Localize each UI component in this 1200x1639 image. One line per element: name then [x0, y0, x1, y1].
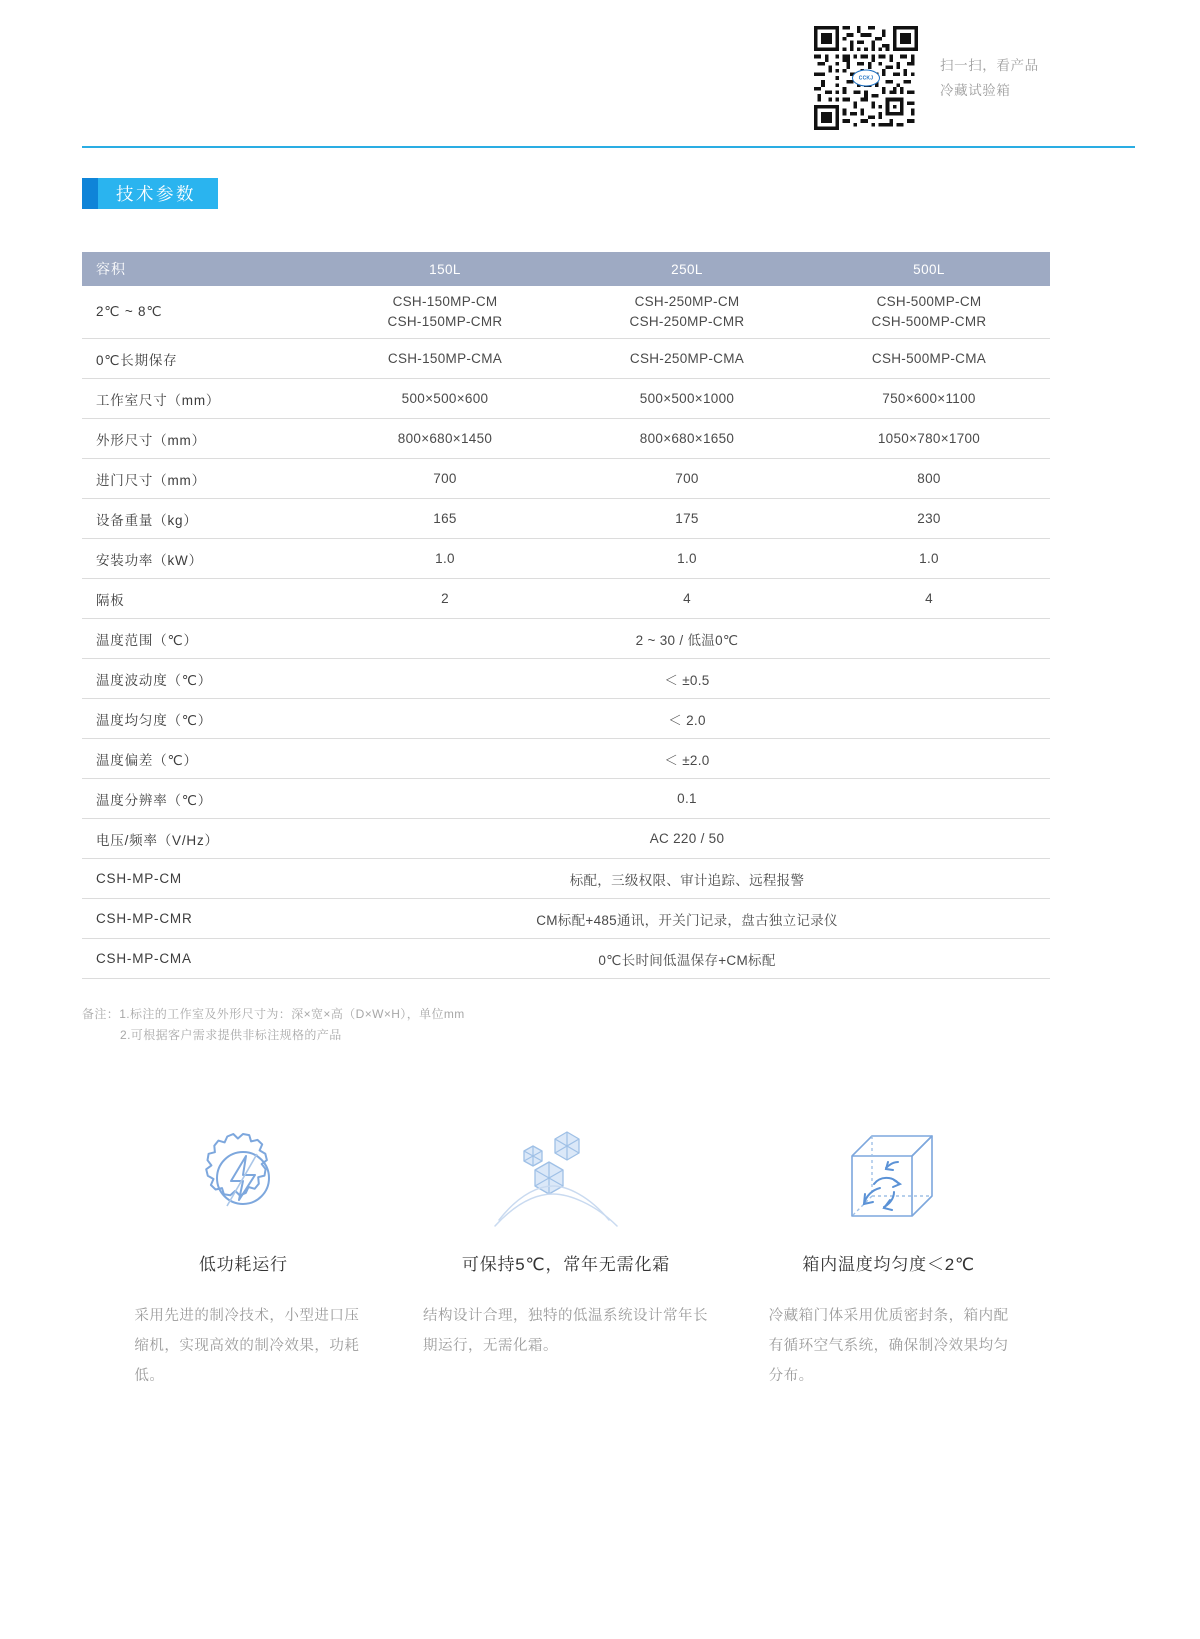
- column-header-250l: 250L: [566, 252, 808, 286]
- table-row: [82, 939, 1050, 979]
- row-cell: 2: [441, 591, 449, 606]
- spec-table-header: [82, 252, 1050, 286]
- row-label: 进门尺寸（mm）: [96, 472, 206, 488]
- row-merged-value: 0℃长时间低温保存+CM标配: [598, 952, 776, 968]
- row-merged-value: AC 220 / 50: [649, 831, 725, 846]
- row-cell: CSH-150MP-CMA: [387, 351, 503, 366]
- row-cell: 800: [917, 471, 941, 486]
- row-label: 电压/频率（V/Hz）: [96, 832, 219, 848]
- row-cell: 1050×780×1700: [877, 431, 981, 446]
- table-row: [82, 739, 1050, 779]
- gear-lightning-icon: [193, 1122, 293, 1228]
- row-cell: [324, 286, 566, 339]
- table-header-row: [82, 252, 1050, 286]
- row-merged-value: 0.1: [677, 791, 697, 806]
- row-cell: 175: [675, 511, 699, 526]
- row-label: 温度偏差（℃）: [96, 752, 198, 768]
- air-circulation-box-icon: [834, 1122, 944, 1228]
- footnote-line-1: 备注：1.标注的工作室及外形尺寸为：深×宽×高（D×W×H），单位mm: [82, 1007, 465, 1021]
- cell-line: CSH-500MP-CM: [876, 294, 982, 309]
- row-label: 温度均匀度（℃）: [96, 712, 213, 728]
- table-row: [82, 699, 1050, 739]
- qr-caption: [940, 53, 1039, 103]
- qr-block: [814, 26, 1039, 130]
- row-cell: 230: [917, 511, 941, 526]
- row-cell: 1.0: [435, 551, 455, 566]
- row-cell: CSH-250MP-CMA: [629, 351, 745, 366]
- row-cell: 750×600×1100: [882, 391, 976, 406]
- feature-title: 低功耗运行: [198, 1255, 288, 1274]
- table-row: [82, 579, 1050, 619]
- row-label: 外形尺寸（mm）: [96, 432, 206, 448]
- row-merged-value: ＜ ±2.0: [664, 752, 710, 768]
- feature-low-power: [82, 1122, 405, 1391]
- spec-table-body: [82, 286, 1050, 979]
- table-row: [82, 539, 1050, 579]
- qr-code-icon[interactable]: [814, 26, 918, 130]
- feature-body: 冷藏箱门体采用优质密封条，箱内配有循环空气系统，确保制冷效果均匀分布。: [768, 1308, 1009, 1384]
- qr-caption-line2: 冷藏试验箱: [940, 83, 1011, 98]
- feature-no-defrost: [405, 1122, 728, 1391]
- row-label: 隔板: [96, 592, 125, 608]
- row-label: 设备重量（kg）: [96, 512, 198, 528]
- section-title-badge: [82, 178, 218, 209]
- table-row: [82, 619, 1050, 659]
- cell-line: CSH-250MP-CM: [634, 294, 740, 309]
- feature-uniform-temp: [727, 1122, 1050, 1391]
- table-row: [82, 459, 1050, 499]
- table-row: [82, 859, 1050, 899]
- row-merged-value: 2 ~ 30 / 低温0℃: [635, 632, 739, 648]
- row-cell: 1.0: [919, 551, 939, 566]
- table-row: [82, 899, 1050, 939]
- table-row: [82, 819, 1050, 859]
- row-label: 工作室尺寸（mm）: [96, 392, 221, 408]
- column-header-150l: 150L: [324, 252, 566, 286]
- footnote-line-2: 2.可根据客户需求提供非标注规格的产品: [120, 1028, 342, 1042]
- table-row: [82, 659, 1050, 699]
- row-cell: 500×500×600: [401, 391, 489, 406]
- row-merged-value: ＜ ±0.5: [664, 672, 710, 688]
- feature-title: 箱内温度均匀度＜2℃: [802, 1255, 975, 1274]
- cell-line: CSH-500MP-CMR: [871, 314, 987, 329]
- row-cell: 4: [683, 591, 691, 606]
- row-label: 温度范围（℃）: [96, 632, 198, 648]
- row-cell: 1.0: [677, 551, 697, 566]
- row-cell: 500×500×1000: [639, 391, 735, 406]
- row-cell: 165: [433, 511, 457, 526]
- section-title-accent: [82, 178, 98, 209]
- cell-line: CSH-150MP-CM: [392, 294, 498, 309]
- section-title-body: [98, 178, 218, 209]
- row-cell: 700: [433, 471, 457, 486]
- section-title-text: 技术参数: [116, 184, 196, 204]
- feature-body: 结构设计合理，独特的低温系统设计常年长期运行，无需化霜。: [422, 1308, 708, 1354]
- row-label: 0℃长期保存: [96, 352, 178, 368]
- header-divider: [82, 146, 1135, 148]
- spec-table: [82, 252, 1050, 979]
- cell-line: CSH-150MP-CMR: [387, 314, 503, 329]
- snowflakes-icon: [491, 1122, 641, 1228]
- feature-title: 可保持5℃，常年无需化霜: [461, 1255, 671, 1274]
- row-cell: [566, 286, 808, 339]
- table-row: [82, 779, 1050, 819]
- qr-brand-logo: CCKJ: [852, 70, 880, 87]
- qr-caption-line1: 扫一扫，看产品: [940, 58, 1039, 73]
- feature-list: [82, 1122, 1050, 1391]
- footnotes: [82, 1004, 465, 1046]
- row-label: CSH-MP-CM: [96, 871, 182, 886]
- feature-body: 采用先进的制冷技术，小型进口压缩机，实现高效的制冷效果，功耗低。: [134, 1308, 360, 1384]
- row-label: 安装功率（kW）: [96, 552, 203, 568]
- row-label: 温度分辨率（℃）: [96, 792, 213, 808]
- table-row: [82, 339, 1050, 379]
- table-row: [82, 286, 1050, 339]
- row-label: 2℃ ~ 8℃: [96, 304, 163, 319]
- table-row: [82, 419, 1050, 459]
- row-cell: 800×680×1450: [397, 431, 493, 446]
- row-cell: [808, 286, 1050, 339]
- table-row: [82, 499, 1050, 539]
- row-label: CSH-MP-CMA: [96, 951, 192, 966]
- row-merged-value: CM标配+485通讯，开关门记录，盘古独立记录仪: [536, 912, 838, 928]
- row-cell: CSH-500MP-CMA: [871, 351, 987, 366]
- table-row: [82, 379, 1050, 419]
- row-label: CSH-MP-CMR: [96, 911, 193, 926]
- row-cell: 4: [925, 591, 933, 606]
- column-header-volume: 容积: [82, 252, 324, 286]
- column-header-500l: 500L: [808, 252, 1050, 286]
- row-cell: 800×680×1650: [639, 431, 735, 446]
- row-label: 温度波动度（℃）: [96, 672, 213, 688]
- row-cell: 700: [675, 471, 699, 486]
- row-merged-value: ＜ 2.0: [668, 712, 706, 728]
- row-merged-value: 标配，三级权限、审计追踪、远程报警: [569, 872, 805, 888]
- cell-line: CSH-250MP-CMR: [629, 314, 745, 329]
